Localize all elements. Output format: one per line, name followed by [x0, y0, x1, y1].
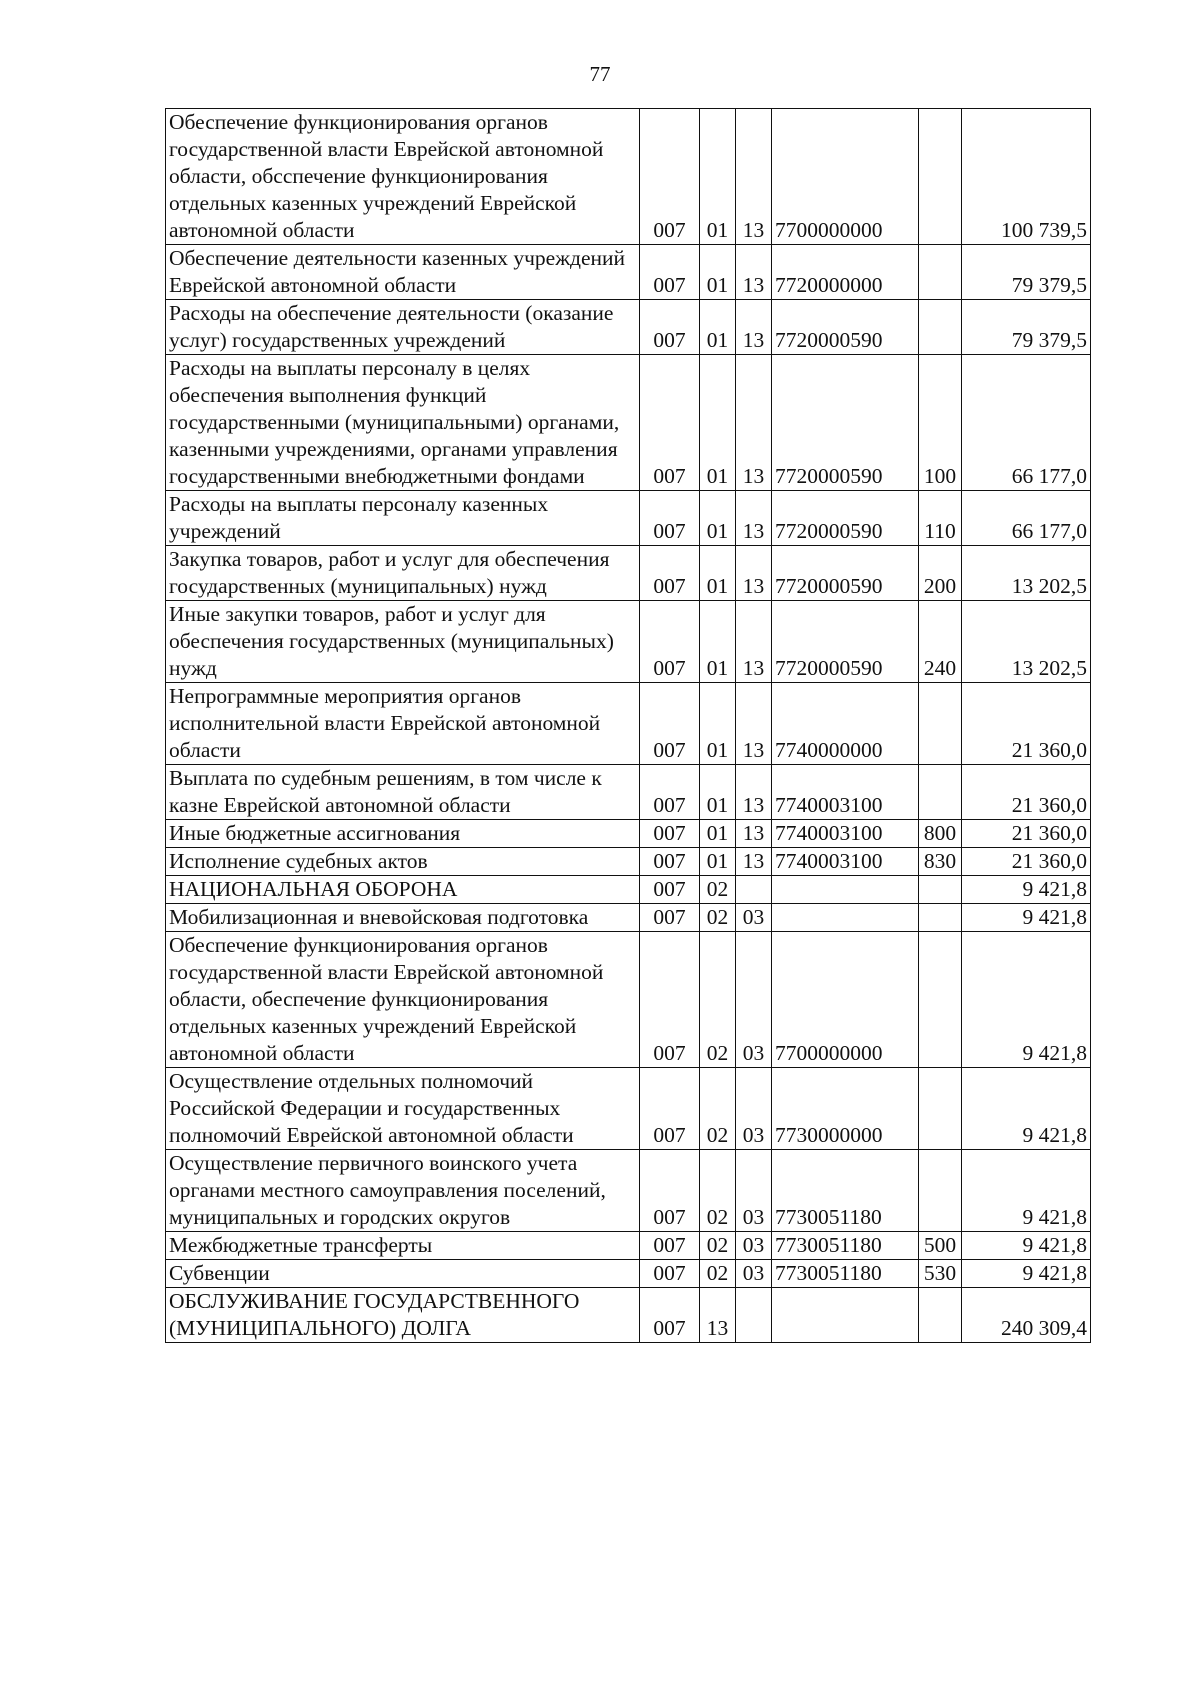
- ministry-code-cell: 007: [640, 1288, 700, 1343]
- row-name-cell: ОБСЛУЖИВАНИЕ ГОСУДАРСТВЕННОГО (МУНИЦИПАЛЬНОГО) ДОЛГА: [166, 1288, 640, 1343]
- section-code-cell: 01: [700, 820, 736, 848]
- section-code-cell: 01: [700, 546, 736, 601]
- amount-cell: 240 309,4: [962, 1288, 1091, 1343]
- subsection-code-cell: 03: [736, 1232, 772, 1260]
- ministry-code-cell: 007: [640, 1068, 700, 1150]
- ministry-code-cell: 007: [640, 1260, 700, 1288]
- row-name-cell: Расходы на обеспечение деятельности (оказание услуг) государственных учреждений: [166, 300, 640, 355]
- amount-cell: 13 202,5: [962, 546, 1091, 601]
- section-code-cell: 02: [700, 1232, 736, 1260]
- table-row: [166, 109, 1091, 245]
- row-name-cell: Непрограммные мероприятия органов исполнительной власти Еврейской автономной области: [166, 683, 640, 765]
- section-code-cell: 01: [700, 245, 736, 300]
- target-article-cell: 7720000590: [772, 355, 919, 491]
- ministry-code-cell: 007: [640, 1232, 700, 1260]
- target-article-cell: 7740003100: [772, 820, 919, 848]
- amount-cell: 9 421,8: [962, 932, 1091, 1068]
- row-name-cell: Закупка товаров, работ и услуг для обеспечения государственных (муниципальных) нужд: [166, 546, 640, 601]
- subsection-code-cell: 13: [736, 109, 772, 245]
- expense-type-cell: 500: [919, 1232, 962, 1260]
- table-row: [166, 1260, 1091, 1288]
- row-name-cell: Обеспечение функционирования органов государственной власти Еврейской автономной области, обсспечение функционирования отдельных казенных учреждений Еврейской автономной области: [166, 109, 640, 245]
- expense-type-cell: [919, 109, 962, 245]
- expense-type-cell: [919, 683, 962, 765]
- section-code-cell: 01: [700, 355, 736, 491]
- target-article-cell: 7730000000: [772, 1068, 919, 1150]
- subsection-code-cell: 13: [736, 765, 772, 820]
- subsection-code-cell: 13: [736, 601, 772, 683]
- expense-type-cell: [919, 765, 962, 820]
- subsection-code-cell: 13: [736, 300, 772, 355]
- amount-cell: 13 202,5: [962, 601, 1091, 683]
- target-article-cell: [772, 904, 919, 932]
- amount-cell: 100 739,5: [962, 109, 1091, 245]
- subsection-code-cell: 03: [736, 904, 772, 932]
- section-code-cell: 02: [700, 1068, 736, 1150]
- ministry-code-cell: 007: [640, 300, 700, 355]
- section-code-cell: 02: [700, 876, 736, 904]
- target-article-cell: 7700000000: [772, 932, 919, 1068]
- target-article-cell: 7730051180: [772, 1232, 919, 1260]
- amount-cell: 9 421,8: [962, 1260, 1091, 1288]
- expense-type-cell: 100: [919, 355, 962, 491]
- amount-cell: 9 421,8: [962, 1068, 1091, 1150]
- row-name-cell: Выплата по судебным решениям, в том числе к казне Еврейской автономной области: [166, 765, 640, 820]
- ministry-code-cell: 007: [640, 546, 700, 601]
- table-body: [166, 109, 1091, 1343]
- expense-type-cell: [919, 876, 962, 904]
- target-article-cell: [772, 876, 919, 904]
- amount-cell: 9 421,8: [962, 904, 1091, 932]
- target-article-cell: 7720000590: [772, 601, 919, 683]
- section-code-cell: 02: [700, 1150, 736, 1232]
- expense-type-cell: 110: [919, 491, 962, 546]
- expense-type-cell: [919, 904, 962, 932]
- expense-type-cell: [919, 932, 962, 1068]
- subsection-code-cell: 03: [736, 932, 772, 1068]
- subsection-code-cell: 13: [736, 820, 772, 848]
- page-number: 77: [589, 62, 611, 86]
- table-row: [166, 820, 1091, 848]
- amount-cell: 66 177,0: [962, 355, 1091, 491]
- expense-type-cell: 830: [919, 848, 962, 876]
- row-name-cell: Осуществление отдельных полномочий Российской Федерации и государственных полномочий Еврейской автономной области: [166, 1068, 640, 1150]
- ministry-code-cell: 007: [640, 876, 700, 904]
- target-article-cell: 7740003100: [772, 765, 919, 820]
- row-name-cell: Исполнение судебных актов: [166, 848, 640, 876]
- row-name-cell: Расходы на выплаты персоналу в целях обеспечения выполнения функций государственными (муниципальными) органами, казенными учреждениями, органами управления государственными внебюджетными фондами: [166, 355, 640, 491]
- target-article-cell: 7700000000: [772, 109, 919, 245]
- expense-type-cell: 800: [919, 820, 962, 848]
- table-row: [166, 1232, 1091, 1260]
- table-row: [166, 1150, 1091, 1232]
- ministry-code-cell: 007: [640, 601, 700, 683]
- row-name-cell: Субвенции: [166, 1260, 640, 1288]
- ministry-code-cell: 007: [640, 109, 700, 245]
- subsection-code-cell: 13: [736, 683, 772, 765]
- section-code-cell: 01: [700, 601, 736, 683]
- table-row: [166, 245, 1091, 300]
- table-row: [166, 546, 1091, 601]
- row-name-cell: НАЦИОНАЛЬНАЯ ОБОРОНА: [166, 876, 640, 904]
- row-name-cell: Обеспечение деятельности казенных учреждений Еврейской автономной области: [166, 245, 640, 300]
- table-row: [166, 932, 1091, 1068]
- expense-type-cell: [919, 1068, 962, 1150]
- amount-cell: 21 360,0: [962, 848, 1091, 876]
- amount-cell: 9 421,8: [962, 1232, 1091, 1260]
- target-article-cell: 7730051180: [772, 1260, 919, 1288]
- target-article-cell: 7740000000: [772, 683, 919, 765]
- table-row: [166, 876, 1091, 904]
- section-code-cell: 02: [700, 932, 736, 1068]
- subsection-code-cell: [736, 1288, 772, 1343]
- section-code-cell: 01: [700, 491, 736, 546]
- target-article-cell: 7720000000: [772, 245, 919, 300]
- amount-cell: 21 360,0: [962, 820, 1091, 848]
- target-article-cell: [772, 1288, 919, 1343]
- target-article-cell: 7720000590: [772, 546, 919, 601]
- expense-type-cell: [919, 245, 962, 300]
- ministry-code-cell: 007: [640, 491, 700, 546]
- section-code-cell: 01: [700, 848, 736, 876]
- subsection-code-cell: 13: [736, 355, 772, 491]
- amount-cell: 21 360,0: [962, 683, 1091, 765]
- subsection-code-cell: 13: [736, 245, 772, 300]
- target-article-cell: 7720000590: [772, 491, 919, 546]
- row-name-cell: Иные бюджетные ассигнования: [166, 820, 640, 848]
- budget-table: [165, 108, 1091, 1343]
- row-name-cell: Расходы на выплаты персоналу казенных учреждений: [166, 491, 640, 546]
- table-row: [166, 765, 1091, 820]
- expense-type-cell: 200: [919, 546, 962, 601]
- subsection-code-cell: 03: [736, 1068, 772, 1150]
- table-row: [166, 683, 1091, 765]
- amount-cell: 9 421,8: [962, 1150, 1091, 1232]
- subsection-code-cell: 13: [736, 491, 772, 546]
- row-name-cell: Иные закупки товаров, работ и услуг для обеспечения государственных (муниципальных) нужд: [166, 601, 640, 683]
- ministry-code-cell: 007: [640, 355, 700, 491]
- ministry-code-cell: 007: [640, 820, 700, 848]
- ministry-code-cell: 007: [640, 245, 700, 300]
- table-row: [166, 848, 1091, 876]
- ministry-code-cell: 007: [640, 1150, 700, 1232]
- amount-cell: 79 379,5: [962, 245, 1091, 300]
- section-code-cell: 02: [700, 1260, 736, 1288]
- section-code-cell: 01: [700, 300, 736, 355]
- row-name-cell: Обеспечение функционирования органов государственной власти Еврейской автономной области, обеспечение функционирования отдельных казенных учреждений Еврейской автономной области: [166, 932, 640, 1068]
- row-name-cell: Осуществление первичного воинского учета органами местного самоуправления поселений, муниципальных и городских округов: [166, 1150, 640, 1232]
- table-row: [166, 1288, 1091, 1343]
- table-row: [166, 355, 1091, 491]
- amount-cell: 9 421,8: [962, 876, 1091, 904]
- subsection-code-cell: 03: [736, 1150, 772, 1232]
- target-article-cell: 7720000590: [772, 300, 919, 355]
- subsection-code-cell: 03: [736, 1260, 772, 1288]
- target-article-cell: 7740003100: [772, 848, 919, 876]
- expense-type-cell: [919, 1288, 962, 1343]
- section-code-cell: 01: [700, 109, 736, 245]
- expense-type-cell: 240: [919, 601, 962, 683]
- table-row: [166, 904, 1091, 932]
- section-code-cell: 01: [700, 765, 736, 820]
- ministry-code-cell: 007: [640, 848, 700, 876]
- ministry-code-cell: 007: [640, 932, 700, 1068]
- section-code-cell: 13: [700, 1288, 736, 1343]
- ministry-code-cell: 007: [640, 683, 700, 765]
- row-name-cell: Мобилизационная и вневойсковая подготовка: [166, 904, 640, 932]
- ministry-code-cell: 007: [640, 904, 700, 932]
- amount-cell: 21 360,0: [962, 765, 1091, 820]
- expense-type-cell: 530: [919, 1260, 962, 1288]
- target-article-cell: 7730051180: [772, 1150, 919, 1232]
- section-code-cell: 01: [700, 683, 736, 765]
- subsection-code-cell: [736, 876, 772, 904]
- subsection-code-cell: 13: [736, 546, 772, 601]
- amount-cell: 79 379,5: [962, 300, 1091, 355]
- expense-type-cell: [919, 1150, 962, 1232]
- table-row: [166, 300, 1091, 355]
- expense-type-cell: [919, 300, 962, 355]
- row-name-cell: Межбюджетные трансферты: [166, 1232, 640, 1260]
- ministry-code-cell: 007: [640, 765, 700, 820]
- amount-cell: 66 177,0: [962, 491, 1091, 546]
- subsection-code-cell: 13: [736, 848, 772, 876]
- table-row: [166, 601, 1091, 683]
- table-row: [166, 1068, 1091, 1150]
- section-code-cell: 02: [700, 904, 736, 932]
- table-row: [166, 491, 1091, 546]
